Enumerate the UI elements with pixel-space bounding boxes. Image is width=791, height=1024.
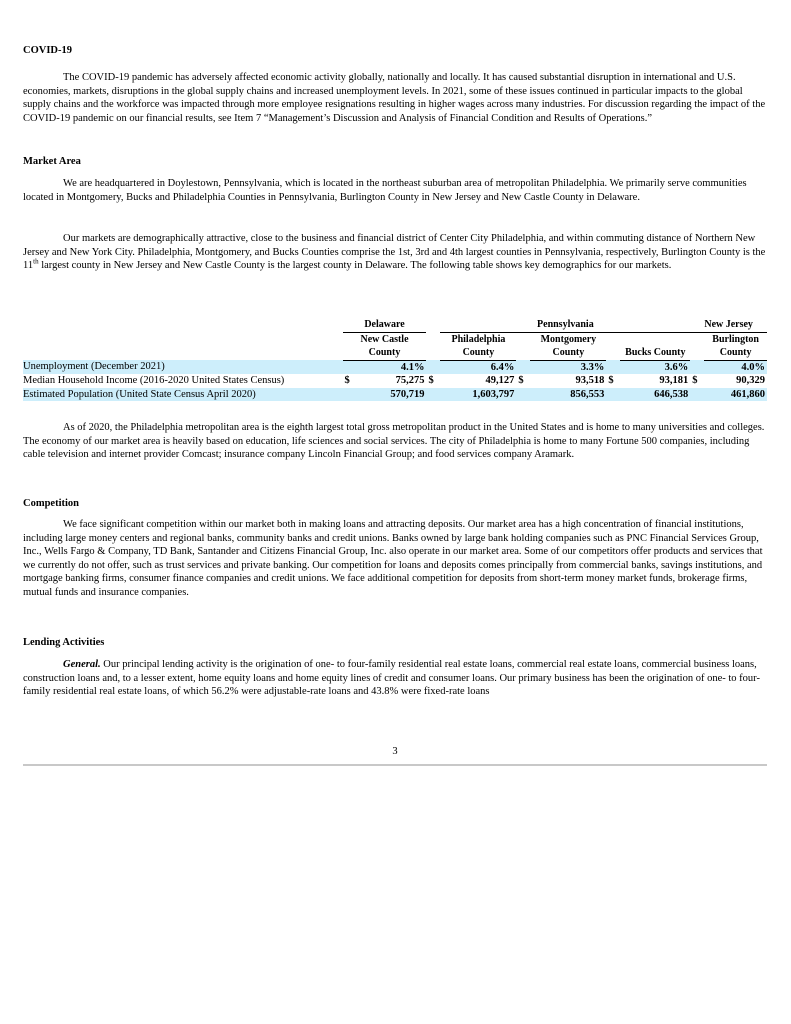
economy-paragraph: As of 2020, the Philadelphia metropolitan area is the eighth largest total gross metropolitan product in the United States and is home to many universities and colleges. The economy of our market area is heavily based on education, life sciences and social services. The city of Philadelphia is home to many Fortune 500 companies, including cable television and internet provider Comcast; insurance company Lincoln Financial Group; and food services company Aramark.	[23, 422, 765, 460]
county-header-new-castle: New Castle County	[343, 332, 427, 360]
cell-value: 1,603,797	[440, 388, 516, 402]
state-header-pennsylvania: Pennsylvania	[440, 318, 690, 332]
currency-symbol: $	[428, 375, 434, 386]
cell-value: 6.4%	[440, 360, 516, 374]
table-row-median-income	[23, 374, 767, 388]
county-header-bucks: Bucks County	[620, 332, 690, 360]
demographics-table	[23, 318, 767, 401]
lending-paragraph: General. Our principal lending activity is the origination of one- to four-family residential real estate loans, commercial real estate loans, commercial business loans, construction loans and, to a lesser extent, home equity loans and home equity lines of credit and consumer loans. Our primary business has been the origination of one- to four-family residential real estate loans, of which 56.2% were adjustable-rate loans and 43.8% were fixed-rate loans	[23, 659, 760, 697]
cell-value: 646,538	[620, 388, 690, 402]
cell-value: 856,553	[530, 388, 606, 402]
lending-lead-term: General.	[63, 659, 101, 670]
market-area-paragraph-2: Our markets are demographically attractive, close to the business and financial district of Center City Philadelphia, and within commuting distance of Northern New Jersey and New York City. Philadelphia, Montgomery, and Bucks Counties comprise the 1st, 3rd and 4th largest counties in Pennsylvania, respectively, Burlington County is the 11th largest county in New Jersey and New Castle County is the largest county in Delaware. The following table shows key demographics for our markets.	[23, 233, 766, 271]
cell-value: 570,719	[357, 388, 427, 402]
cell-value: 49,127	[485, 375, 515, 386]
covid-heading: COVID-19	[23, 45, 72, 56]
county-header-row	[23, 332, 767, 360]
table-row-unemployment	[23, 360, 767, 374]
currency-symbol: $	[608, 375, 614, 386]
row-label: Estimated Population (United State Census April 2020)	[23, 388, 343, 402]
page-number: 3	[392, 746, 398, 757]
competition-paragraph: We face significant competition within our market both in making loans and attracting deposits. Our market area has a high concentration of financial institutions, including large money centers and regional banks, community banks and credit unions. Banks owned by large bank holding companies such as PNC Financial Services Group, Inc., Wells Fargo & Company, TD Bank, Santander and Citizens Financial Group, Inc. also operate in our market area. Some of our competitors offer products and services that we currently do not offer, such as trust services and private banking. Our competition for loans and deposits comes principally from commercial banks, savings institutions, and mortgage banking firms, consumer finance companies and credit unions. We face additional competition for deposits from short-term money market funds, brokerage firms, mutual funds and insurance companies.	[23, 519, 763, 598]
cell-value: 93,181	[659, 375, 689, 386]
currency-symbol: $	[692, 375, 698, 386]
cell-value: 4.1%	[357, 360, 427, 374]
county-header-burlington: Burlington County	[704, 332, 767, 360]
cell-value: 90,329	[736, 375, 765, 386]
county-header-montgomery: Montgomery County	[530, 332, 606, 360]
lending-activities-heading: Lending Activities	[23, 637, 105, 648]
competition-heading: Competition	[23, 498, 79, 509]
state-header-new-jersey: New Jersey	[690, 318, 767, 332]
cell-value: 3.3%	[530, 360, 606, 374]
row-label: Median Household Income (2016-2020 United States Census)	[23, 375, 285, 386]
cell-value: 3.6%	[620, 360, 690, 374]
currency-symbol: $	[344, 375, 350, 386]
market-area-heading: Market Area	[23, 156, 81, 167]
table-row-population	[23, 388, 767, 402]
county-header-philadelphia: Philadelphia County	[440, 332, 516, 360]
covid-paragraph: The COVID-19 pandemic has adversely affected economic activity globally, nationally and locally. It has caused substantial disruption in international and U.S. economies, markets, disruptions in the global supply chains and increased unemployment levels. In 2021, some of these issues continued in particular impacts to the global supply chains and the workforce was impacted through more employee resignations resulting in higher wages across many industries. For discussion regarding the impact of the COVID-19 pandemic on our financial results, see Item 7 “Management’s Discussion and Analysis of Financial Condition and Results of Operations.”	[23, 72, 766, 124]
page-divider	[23, 764, 767, 766]
market-area-paragraph-1: We are headquartered in Doylestown, Pennsylvania, which is located in the northeast suburban area of metropolitan Philadelphia. We primarily serve communities located in Montgomery, Bucks and Philadelphia Counties in Pennsylvania, Burlington County in New Jersey and New Castle County in Delaware.	[23, 178, 747, 203]
currency-symbol: $	[518, 375, 524, 386]
row-label: Unemployment (December 2021)	[23, 360, 343, 374]
cell-value: 93,518	[575, 375, 605, 386]
state-header-delaware: Delaware	[343, 318, 427, 332]
cell-value: 75,275	[395, 375, 425, 386]
cell-value: 461,860	[704, 388, 767, 402]
state-header-row	[23, 318, 767, 332]
cell-value: 4.0%	[704, 360, 767, 374]
